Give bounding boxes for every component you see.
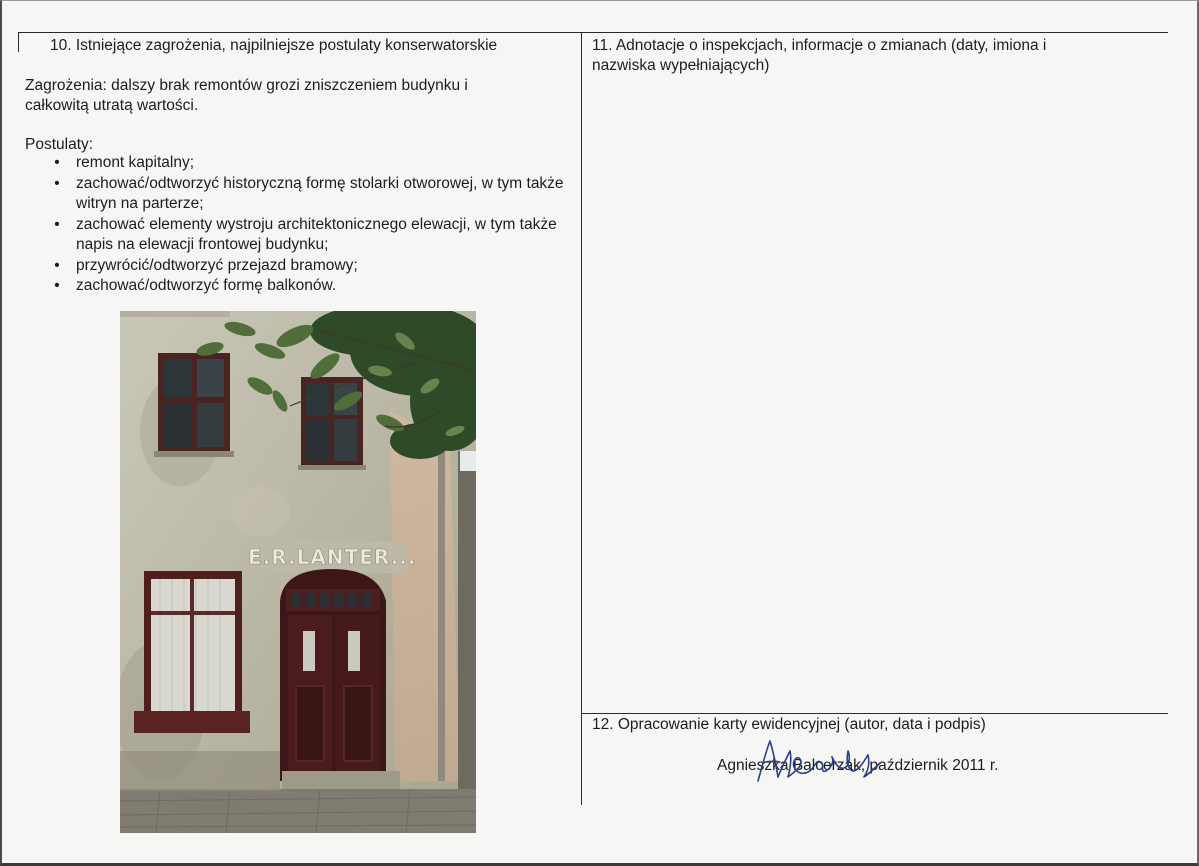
photo-sign-text: E.R.LANTER... — [248, 545, 417, 569]
postulate-text: zachować/odtworzyć formę balkonów. — [76, 277, 337, 294]
left-border-rule — [18, 32, 19, 52]
section-11-heading-line-2: nazwiska wypełniających) — [592, 57, 770, 74]
postulates-list — [52, 153, 582, 297]
table-top-rule — [18, 32, 1168, 33]
building-photo — [120, 311, 476, 833]
bullet-icon: • — [54, 154, 60, 171]
list-item — [52, 174, 582, 215]
list-item — [52, 276, 582, 297]
bullet-icon: • — [54, 174, 60, 192]
threats-text-line-1: Zagrożenia: dalszy brak remontów grozi zniszczeniem budynku i — [25, 77, 468, 94]
section-12-rule — [581, 713, 1168, 714]
section-10-heading: 10. Istniejące zagrożenia, najpilniejsze postulaty konserwatorskie — [50, 37, 498, 54]
handwritten-signature — [752, 737, 884, 787]
threats-text-line-2: całkowitą utratą wartości. — [25, 97, 199, 114]
postulate-text: zachować elementy wystroju architektonicznego elewacji, w tym także napis na elewacji frontowej budynku; — [76, 215, 557, 253]
list-item — [52, 153, 582, 174]
postulate-text: przywrócić/odtworzyć przejazd bramowy; — [76, 256, 358, 274]
bullet-icon: • — [54, 256, 60, 274]
section-12-heading: 12. Opracowanie karty ewidencyjnej (autor, data i podpis) — [592, 716, 986, 733]
bullet-icon: • — [54, 277, 60, 294]
list-item — [52, 215, 582, 256]
author-date-text: Agnieszka Balcerzak, październik 2011 r. — [717, 757, 999, 774]
postulate-text: zachować/odtworzyć historyczną formę stolarki otworowej, w tym także witryn na parterze; — [76, 174, 564, 212]
bullet-icon: • — [54, 215, 60, 233]
postulates-heading: Postulaty: — [25, 136, 94, 153]
list-item — [52, 256, 582, 277]
postulate-text: remont kapitalny; — [76, 154, 195, 171]
column-divider — [581, 32, 582, 805]
section-11-heading-line-1: 11. Adnotacje o inspekcjach, informacje o zmianach (daty, imiona i — [592, 37, 1047, 54]
